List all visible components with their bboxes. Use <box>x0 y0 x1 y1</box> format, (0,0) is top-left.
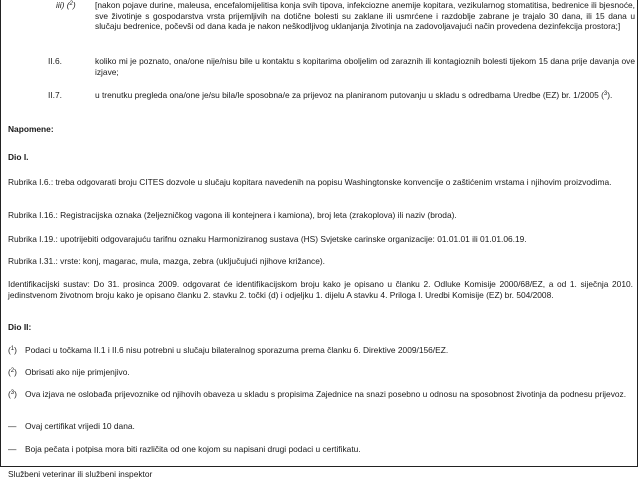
signature-section-divider <box>0 466 638 467</box>
item-ii7-number: II.7. <box>48 90 62 100</box>
footnote-3-text: Ova izjava ne oslobađa prijevoznike od njihovih obaveza u skladu s propisima Zajednice na snazi posebno u odnosu na sposobnost životinja da podnesu prijevoz. <box>25 389 627 399</box>
rubrika-i31-note: Rubrika I.31.: vrste: konj, magarac, mula, mazga, zebra (uključujući njihove križance). <box>8 256 325 266</box>
item-ii6-number: II.6. <box>48 56 62 66</box>
item-iii-number: iii) ($^2$) <box>56 0 76 10</box>
item-ii7-text: u trenutku pregleda ona/one je/su bila/le sposobna/e za prijevoz na planiranom putovanju u skladu s odredbama Uredbe (EZ) br. 1/2005 ($^3$). <box>95 90 613 100</box>
stamp-colour-dash: — <box>8 444 17 454</box>
item-iii-text: [nakon pojave durine, maleusa, encefalomijelitisa konja svih tipova, infekciozne anemije kopitara, vezikularnog stomatitisa, bedrenice ili bjesnoće, sve životinje s gospodarstva vrsta prijemljivih na dotične bolesti su zaklane ili usmrćene i razdoblje zabrane je trajalo 30 dana, ili 15 dana u slučaju bedrenice, počevši od dana kada je nakon neškodljivog uklanjanja životinja na zadovoljavajući način provedena dezinfekcija prostora;] <box>95 0 635 32</box>
validity-dash: — <box>8 421 17 431</box>
identification-system-note: Identifikacijski sustav: Do 31. prosinca 2009. odgovarat će identifikacijskom broju kako je opisano u članku 2. Odluke Komisije 2000/68/EZ, a od 1. siječnja 2010. jedinstvenom životnom broju kako je opisano članku 2. stavku 2. točki (d) i odjeljku 1. dijelu A stavku 4. Priloga I. Uredbi Komisije (EZ) br. 504/2008. <box>8 279 633 300</box>
validity-note-text: Ovaj certifikat vrijedi 10 dana. <box>25 421 135 431</box>
rubrika-i19-note: Rubrika I.19.: upotrijebiti odgovarajuću tarifnu oznaku Harmoniziranog sustava (HS) Svjetske carinske organizacije: 01.01.01 ili 01.01.06.19. <box>8 234 527 244</box>
footnote-2-marker: ($^2$) <box>8 367 17 377</box>
official-veterinarian-label: Službeni veterinar ili službeni inspektor <box>8 469 153 479</box>
frame-left-border <box>0 0 1 467</box>
part-ii-heading: Dio II: <box>8 322 32 332</box>
rubrika-i16-note: Rubrika I.16.: Registracijska oznaka (željezničkog vagona ili kontejnera i kamiona), broj leta (zrakoplova) ili naziv (broda). <box>8 210 457 220</box>
footnote-3-marker: ($^3$) <box>8 389 17 399</box>
footnote-2-text: Obrisati ako nije primjenjivo. <box>25 367 130 377</box>
item-ii6-text: koliko mi je poznato, ona/one nije/nisu bile u kontaktu s kopitarima oboljelim od zaraznih ili kontagioznih bolesti tijekom 15 dana prije davanja ove izjave; <box>95 56 635 77</box>
stamp-colour-note-text: Boja pečata i potpisa mora biti različita od one kojom su napisani drugi podaci u certifikatu. <box>25 444 361 454</box>
footnote-1-marker: ($^1$) <box>8 345 17 355</box>
notes-heading: Napomene: <box>8 124 54 134</box>
footnote-1-text: Podaci u točkama II.1 i II.6 nisu potrebni u slučaju bilateralnog sporazuma prema članku 6. Direktive 2009/156/EZ. <box>25 345 449 355</box>
part-i-heading: Dio I. <box>8 152 29 162</box>
frame-right-border <box>637 0 638 467</box>
rubrika-i6-note: Rubrika I.6.: treba odgovarati broju CITES dozvole u slučaju kopitara navedenih na popisu Washingtonske konvencije o zaštićenim vrstama i njihovim proizvodima. <box>8 177 612 187</box>
